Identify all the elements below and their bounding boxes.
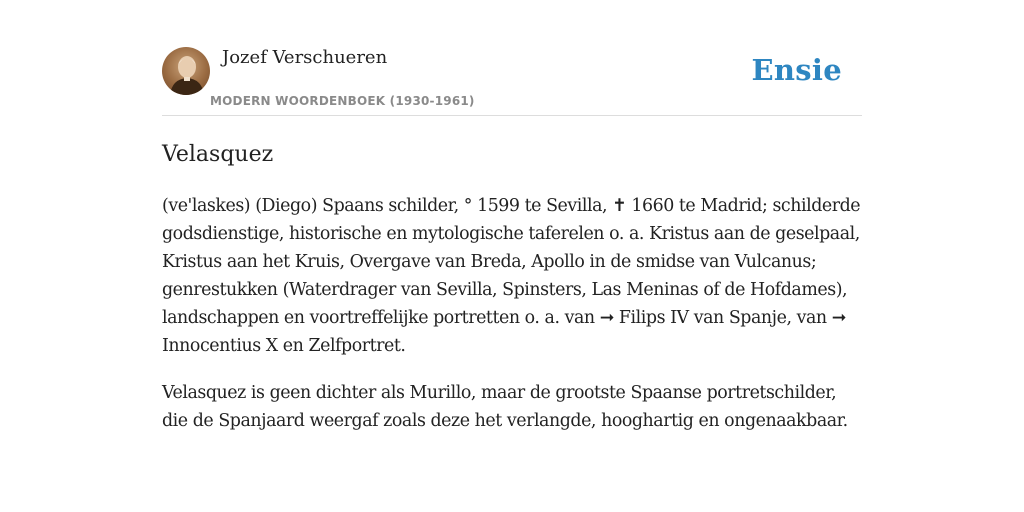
author-name[interactable]: Jozef Verschueren xyxy=(222,47,388,68)
paragraph-text: en Zelfportret. xyxy=(277,336,406,356)
entry-paragraph: Velasquez is geen dichter als Murillo, maar de grootste Spaanse portretschilder, die de Spanjaard weergaf zoals deze het verlangde, hooghartig en ongenaakbaar. xyxy=(162,383,848,431)
entry-paragraph xyxy=(162,192,862,360)
entry-title: Velasquez xyxy=(162,142,274,167)
cross-reference-link[interactable]: ➞ Filips IV van Spanje xyxy=(599,308,787,328)
ensie-logo[interactable]: Ensie xyxy=(751,53,842,87)
entry-body xyxy=(162,192,862,454)
cross-reference-link[interactable]: ➞ Innocentius X xyxy=(162,308,846,356)
page xyxy=(162,0,862,512)
paragraph-text: (ve'laskes) (Diego) Spaans schilder, ° 1599 te Sevilla, ✝ 1660 te Madrid; schilderde godsdienstige, historische en mytologische taferelen o. a. Kristus aan de geselpaal, Kristus aan het Kruis, Overgave van Breda, Apollo in de smidse van Vulcanus; genrestukken (Waterdrager van Sevilla, Spinsters, Las Meninas of de Hofdames), landschappen en voortreffelijke portretten o. a. van xyxy=(162,196,861,328)
author-avatar[interactable] xyxy=(162,47,210,95)
source-label[interactable]: MODERN WOORDENBOEK (1930-1961) xyxy=(210,94,475,108)
paragraph-text: , van xyxy=(786,308,832,328)
header xyxy=(162,0,862,116)
portrait-icon xyxy=(162,47,210,95)
